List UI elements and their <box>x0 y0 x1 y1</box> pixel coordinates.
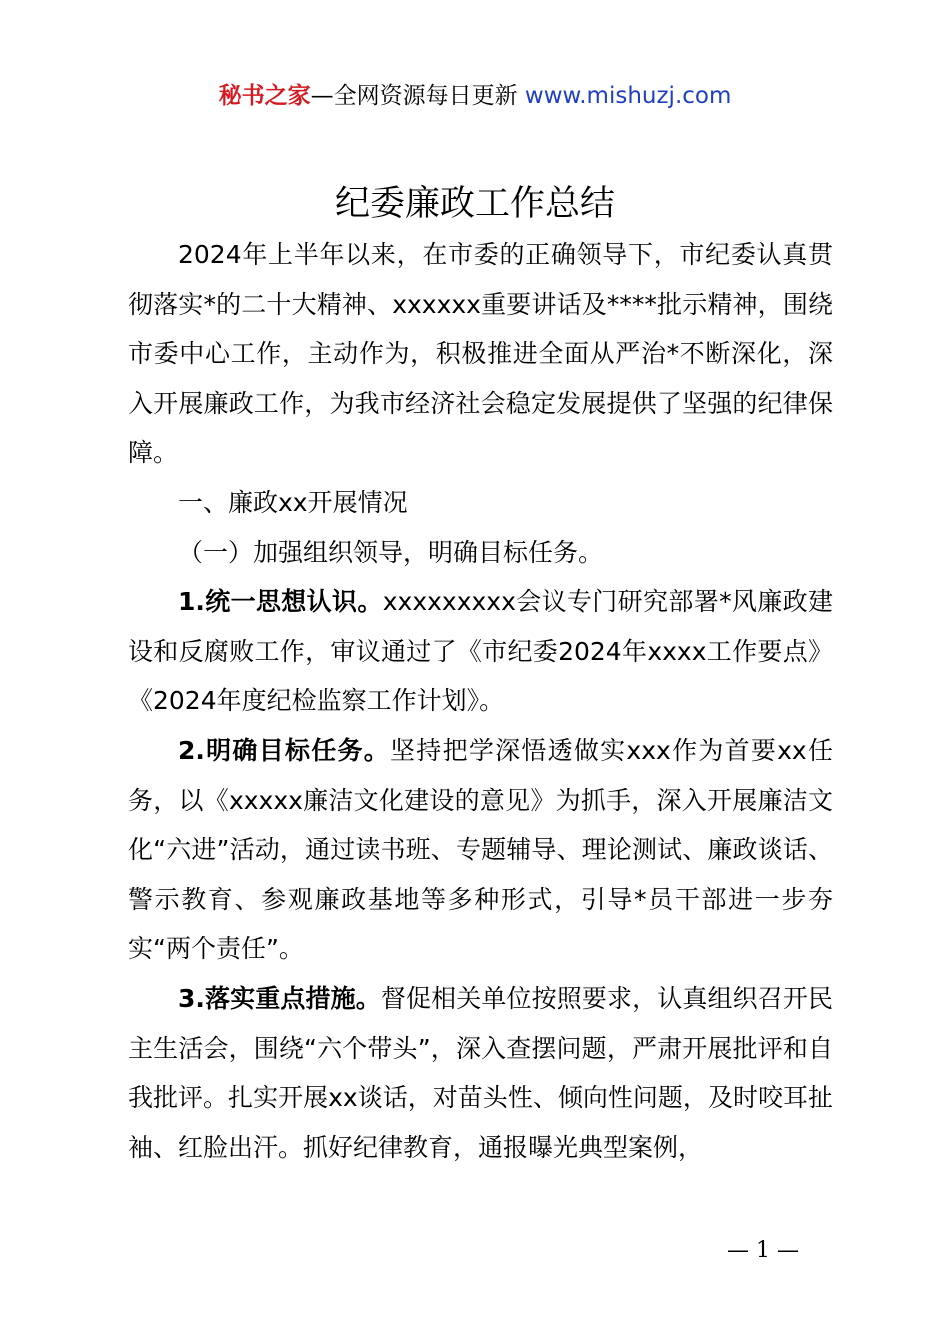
intro-paragraph: 2024年上半年以来，在市委的正确领导下，市纪委认真贯彻落实*的二十大精神、xxxxxx重要讲话及****批示精神，围绕市委中心工作，主动作为，积极推进全面从严治*不断深化，深入开展廉政工作，为我市经济社会稳定发展提供了坚强的纪律保障。 <box>128 240 833 468</box>
item-text: 坚持把学深悟透做实xxx作为首要xx任务，以《xxxxx廉洁文化建设的意见》为抓手，深入开展廉洁文化“六进”活动，通过读书班、专题辅导、理论测试、廉政谈话、警示教育、参观廉政基地等多种形式，引导*员干部进一步夯实“两个责任”。 <box>128 735 833 964</box>
site-url-link[interactable]: www.mishuzj.com <box>524 83 732 109</box>
site-brand: 秘书之家 <box>218 83 311 109</box>
item-lead: 1.统一思想认识。 <box>178 587 383 617</box>
item-text: 督促相关单位按照要求，认真组织召开民主生活会，围绕“六个带头”，深入查摆问题，严肃开展批评和自我批评。扎实开展xx谈话，对苗头性、倾向性问题，及时咬耳扯袖、红脸出汗。抓好纪律教育，通报曝光典型案例， <box>128 983 833 1162</box>
page-number: — 1 — <box>727 1238 799 1263</box>
site-tagline: —全网资源每日更新 <box>310 83 525 109</box>
item-lead: 2.明确目标任务。 <box>178 735 391 765</box>
item-paragraph <box>128 726 833 974</box>
item-paragraph <box>128 974 833 1172</box>
item-text: xxxxxxxxx会议专门研究部署*风廉政建设和反腐败工作，审议通过了《市纪委2024年xxxx工作要点》《2024年度纪检监察工作计划》。 <box>128 587 833 716</box>
site-header <box>0 80 950 112</box>
document-body <box>128 230 833 1172</box>
section-heading: 一、廉政xx开展情况 <box>178 487 408 517</box>
item-lead: 3.落实重点措施。 <box>178 983 381 1013</box>
item-paragraph <box>128 577 833 726</box>
subsection-heading: （一）加强组织领导，明确目标任务。 <box>178 537 604 567</box>
document-title: 纪委廉政工作总结 <box>334 184 615 224</box>
